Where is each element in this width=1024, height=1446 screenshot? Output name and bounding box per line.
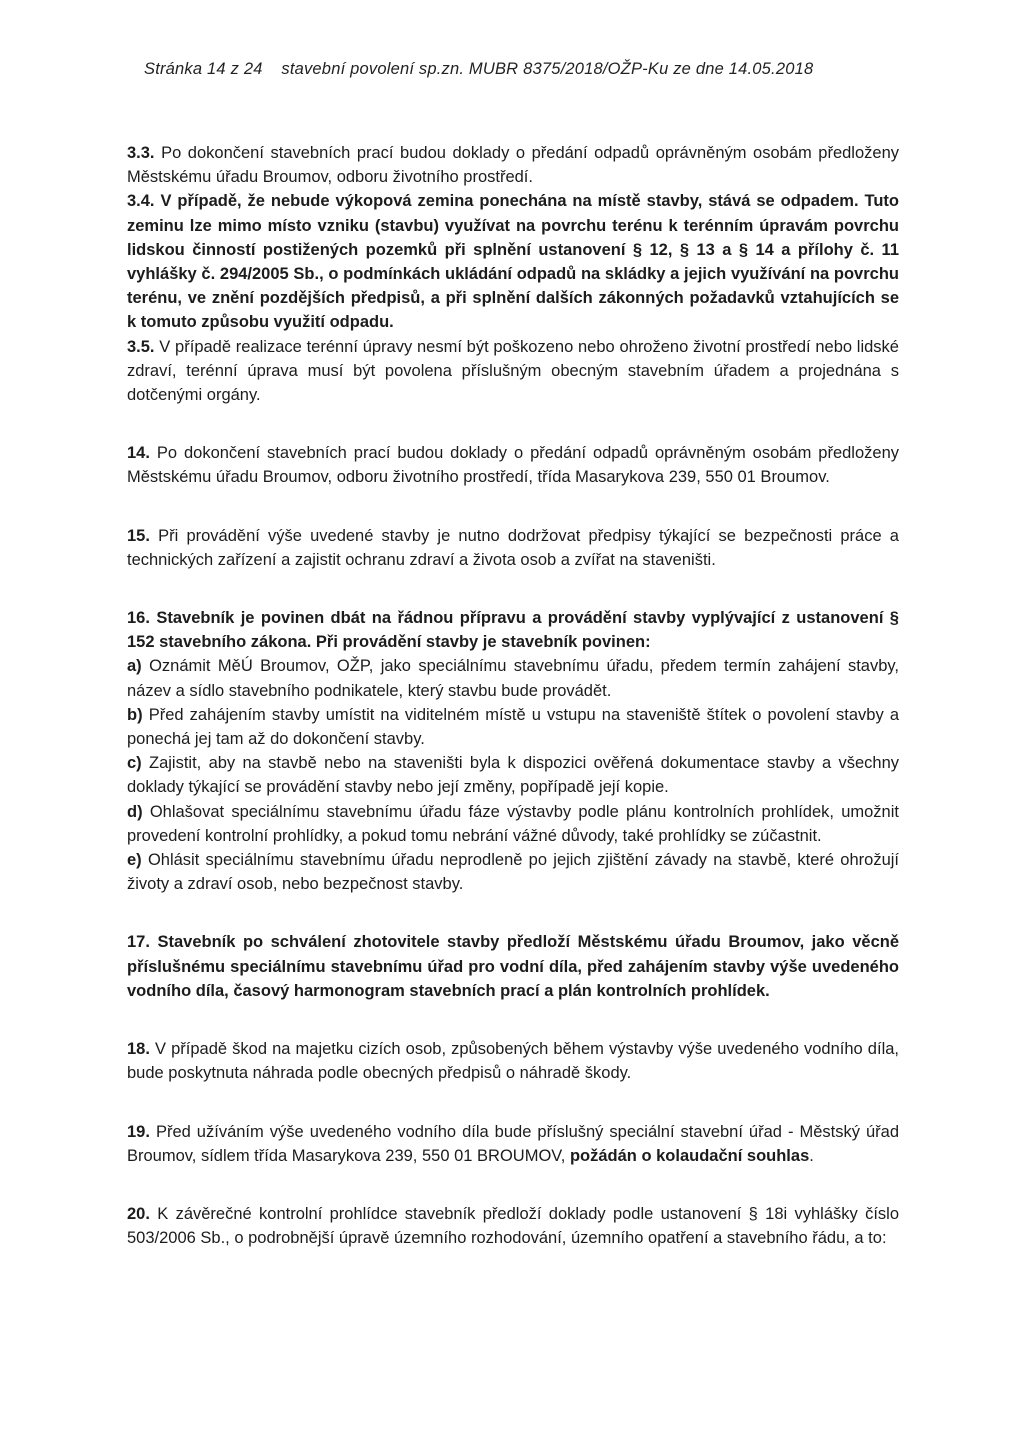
list-item-e bbox=[127, 848, 899, 896]
paragraph-15 bbox=[127, 524, 899, 572]
paragraph-bold-tail: požádán o kolaudační souhlas bbox=[569, 1146, 810, 1165]
paragraph-text: Po dokončení stavebních prací budou doklady o předání odpadů oprávněným osobám předloženy Městskému úřadu Broumov, odboru životního prostředí, třída Masarykova 239, 550 01 Broumov. bbox=[127, 444, 900, 487]
paragraph-number: 17. bbox=[127, 933, 150, 952]
list-item-d bbox=[127, 800, 899, 848]
list-marker: a) bbox=[127, 657, 142, 676]
document-reference: stavební povolení sp.zn. MUBR 8375/2018/OŽP-Ku ze dne 14.05.2018 bbox=[281, 60, 814, 78]
paragraph-text: Po dokončení stavebních prací budou doklady o předání odpadů oprávněným osobám předloženy Městskému úřadu Broumov, odboru životního prostředí. bbox=[127, 144, 899, 187]
spacer bbox=[127, 407, 899, 441]
paragraph-3-3 bbox=[127, 141, 899, 189]
paragraph-20 bbox=[127, 1202, 899, 1250]
list-marker: b) bbox=[127, 705, 143, 724]
paragraph-18 bbox=[127, 1037, 899, 1085]
paragraph-number: 14. bbox=[127, 444, 150, 463]
list-marker: d) bbox=[127, 802, 143, 821]
list-marker: c) bbox=[127, 754, 142, 773]
paragraph-number: 16. bbox=[127, 609, 150, 628]
list-item-text: Ohlásit speciálnímu stavebnímu úřadu neprodleně po jejich zjištění závady na stavbě, které ohrožují životy a zdraví osob, nebo bezpečnost stavby. bbox=[127, 851, 899, 894]
list-item-b bbox=[127, 703, 899, 751]
spacer bbox=[127, 490, 899, 524]
paragraph-number: 20. bbox=[127, 1204, 150, 1223]
spacer bbox=[127, 572, 899, 606]
paragraph-text: Při provádění výše uvedené stavby je nutno dodržovat předpisy týkající se bezpečnosti práce a technických zařízení a zajistit ochranu zdraví a života osob a zvířat na staveništi. bbox=[127, 526, 899, 569]
paragraph-number: 19. bbox=[127, 1122, 150, 1141]
list-marker: e) bbox=[127, 851, 142, 870]
paragraph-text: V případě škod na majetku cizích osob, způsobených během výstavby výše uvedeného vodního díla, bude poskytnuta náhrada podle obecných předpisů o náhradě škody. bbox=[127, 1040, 899, 1083]
paragraph-number: 15. bbox=[127, 526, 150, 545]
paragraph-number: 18. bbox=[127, 1040, 150, 1059]
spacer bbox=[127, 1003, 899, 1037]
paragraph-3-4 bbox=[127, 189, 899, 334]
spacer bbox=[127, 896, 899, 930]
paragraph-text: V případě, že nebude výkopová zemina ponechána na místě stavby, stává se odpadem. Tuto zeminu lze mimo místo vzniku (stavbu) využívat na povrchu terénu k terénním úpravám povrchu lidskou činností postižených pozemků při splnění ustanovení § 12, § 13 a § 14 a přílohy č. 11 vyhlášky č. 294/2005 Sb., o podmínkách ukládání odpadů na skládky a jejich využívání na povrchu terénu, ve znění pozdějších předpisů, a při splnění dalších zákonných požadavků vztahujících se k tomuto způsobu využití odpadu. bbox=[127, 192, 899, 332]
list-item-text: Před zahájením stavby umístit na viditelném místě u vstupu na staveniště štítek o povolení stavby a ponechá jej tam až do dokončení stavby. bbox=[127, 705, 899, 749]
list-item-c bbox=[127, 751, 899, 799]
paragraph-text: Stavebník po schválení zhotovitele stavby předloží Městskému úřadu Broumov, jako věcně příslušnému speciálnímu stavebnímu úřad pro vodní díla, před zahájením stavby výše uvedeného vodního díla, časový harmonogram stavebních prací a plán kontrolních prohlídek. bbox=[127, 933, 899, 1000]
paragraph-3-5 bbox=[127, 335, 899, 408]
paragraph-number: 3.5. bbox=[127, 337, 155, 356]
paragraph-number: 3.4. bbox=[127, 192, 155, 211]
paragraph-17 bbox=[127, 930, 899, 1003]
paragraph-text: V případě realizace terénní úpravy nesmí být poškozeno nebo ohroženo životní prostředí nebo lidské zdraví, terénní úprava musí být povolena příslušným obecným stavebním úřadem a projednána s dotčenými orgány. bbox=[127, 337, 899, 405]
paragraph-16 bbox=[127, 606, 899, 654]
list-item-text: Zajistit, aby na stavbě nebo na staveništi byla k dispozici ověřená dokumentace stavby a všechny doklady týkající se provádění stavby nebo její změny, popřípadě její kopie. bbox=[127, 754, 899, 797]
paragraph-tail: . bbox=[809, 1146, 814, 1165]
paragraph-number: 3.3. bbox=[127, 144, 155, 162]
spacer bbox=[127, 1086, 899, 1120]
page-number: Stránka 14 z 24 bbox=[144, 60, 263, 78]
paragraph-19 bbox=[127, 1120, 899, 1168]
paragraph-text: Před užíváním výše uvedeného vodního díla bude příslušný speciální stavební úřad - Městský úřad Broumov, sídlem třída Masarykova 239, 550 01 BROUMOV, bbox=[127, 1122, 899, 1165]
paragraph-text: K závěrečné kontrolní prohlídce stavebník předloží doklady podle ustanovení § 18i vyhlášky číslo 503/2006 Sb., o podrobnější úpravě územního rozhodování, územního opatření a stavebního řádu, a to: bbox=[127, 1204, 899, 1248]
spacer bbox=[127, 1168, 899, 1202]
page-header bbox=[144, 60, 899, 79]
list-item-text: Ohlašovat speciálnímu stavebnímu úřadu fáze výstavby podle plánu kontrolních prohlídek, umožnit provedení kontrolní prohlídky, a pokud tomu nebrání vážné důvody, také prohlídky se zúčastnit. bbox=[127, 802, 899, 845]
list-item-text: Oznámit MěÚ Broumov, OŽP, jako speciálnímu stavebnímu úřadu, předem termín zahájení stavby, název a sídlo stavebního podnikatele, který stavbu bude provádět. bbox=[127, 657, 899, 700]
list-item-a bbox=[127, 654, 899, 702]
paragraph-text: Stavebník je povinen dbát na řádnou přípravu a provádění stavby vyplývající z ustanovení § 152 stavebního zákona. Při provádění stavby je stavebník povinen: bbox=[127, 609, 899, 652]
paragraph-14 bbox=[127, 441, 899, 489]
